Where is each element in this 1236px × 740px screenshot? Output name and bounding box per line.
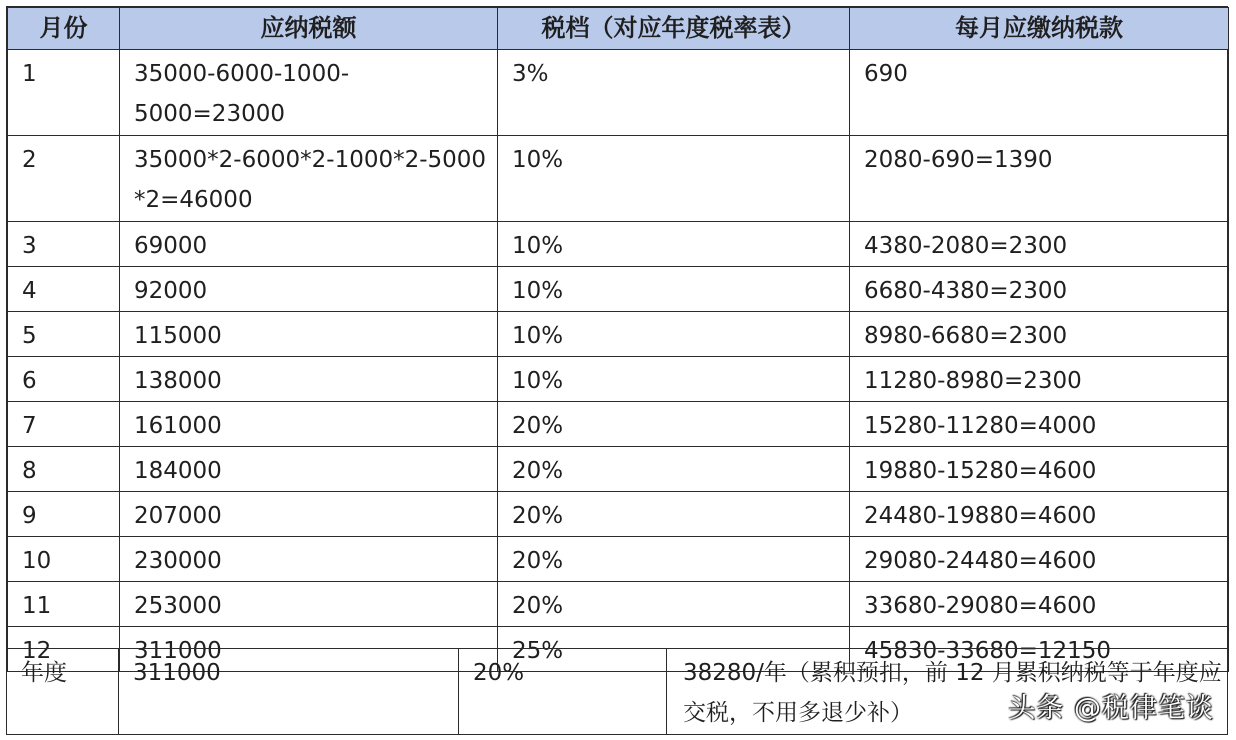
cell-month: 7 [8,402,120,447]
cell-rate: 3% [498,50,850,136]
cell-taxable: 184000 [120,447,498,492]
cell-taxable: 161000 [120,402,498,447]
cell-tax: 8980-6680=2300 [850,312,1229,357]
table-row [8,312,1229,357]
annual-label: 年度 [7,648,119,735]
cell-taxable: 115000 [120,312,498,357]
table-row [8,357,1229,402]
cell-taxable: 311000 [120,627,498,672]
cell-month: 5 [8,312,120,357]
cell-tax: 29080-24480=4600 [850,537,1229,582]
cell-taxable: 230000 [120,537,498,582]
cell-tax: 690 [850,50,1229,136]
table-row [8,582,1229,627]
cell-tax: 2080-690=1390 [850,136,1229,222]
cell-taxable: 35000*2-6000*2-1000*2-5000*2=46000 [120,136,498,222]
header-taxable-amount: 应纳税额 [120,8,498,50]
cell-rate: 20% [498,447,850,492]
cell-month: 11 [8,582,120,627]
cell-tax: 11280-8980=2300 [850,357,1229,402]
cell-tax: 45830-33680=12150 [850,627,1229,672]
cell-month: 1 [8,50,120,136]
cell-rate: 20% [498,582,850,627]
cell-tax: 6680-4380=2300 [850,267,1229,312]
cell-rate: 25% [498,627,850,672]
annual-rate: 20% [459,648,667,735]
cell-tax: 24480-19880=4600 [850,492,1229,537]
cell-rate: 10% [498,222,850,267]
cell-rate: 10% [498,312,850,357]
cell-taxable: 207000 [120,492,498,537]
table-row [8,402,1229,447]
cell-month: 2 [8,136,120,222]
annual-tax: 38280/年（累积预扣，前 12 月累积纳税等于年度应交税，不用多退少补） [667,648,1228,735]
cell-taxable: 69000 [120,222,498,267]
table-row [8,537,1229,582]
cell-tax: 19880-15280=4600 [850,447,1229,492]
cell-taxable: 253000 [120,582,498,627]
header-tax-bracket: 税档（对应年度税率表） [498,8,850,50]
table-row [8,492,1229,537]
table-row [8,267,1229,312]
watermark-text: 头条 @税律笔谈 [1008,693,1214,724]
cell-taxable: 92000 [120,267,498,312]
cell-month: 4 [8,267,120,312]
tax-table-container [6,6,1228,735]
cell-tax: 15280-11280=4000 [850,402,1229,447]
cell-rate: 10% [498,136,850,222]
header-monthly-tax: 每月应缴纳税款 [850,8,1229,50]
cell-month: 12 [8,627,120,672]
cell-rate: 10% [498,357,850,402]
tax-table [7,7,1229,672]
table-row [8,136,1229,222]
cell-month: 6 [8,357,120,402]
cell-rate: 10% [498,267,850,312]
cell-rate: 20% [498,402,850,447]
table-row [8,447,1229,492]
cell-rate: 20% [498,492,850,537]
header-row [8,8,1229,50]
table-row [8,50,1229,136]
header-month: 月份 [8,8,120,50]
cell-tax: 4380-2080=2300 [850,222,1229,267]
annual-taxable: 311000 [119,648,459,735]
cell-month: 9 [8,492,120,537]
cell-taxable: 35000-6000-1000-5000=23000 [120,50,498,136]
cell-month: 8 [8,447,120,492]
cell-month: 3 [8,222,120,267]
cell-rate: 20% [498,537,850,582]
table-row [8,222,1229,267]
cell-month: 10 [8,537,120,582]
cell-taxable: 138000 [120,357,498,402]
cell-tax: 33680-29080=4600 [850,582,1229,627]
